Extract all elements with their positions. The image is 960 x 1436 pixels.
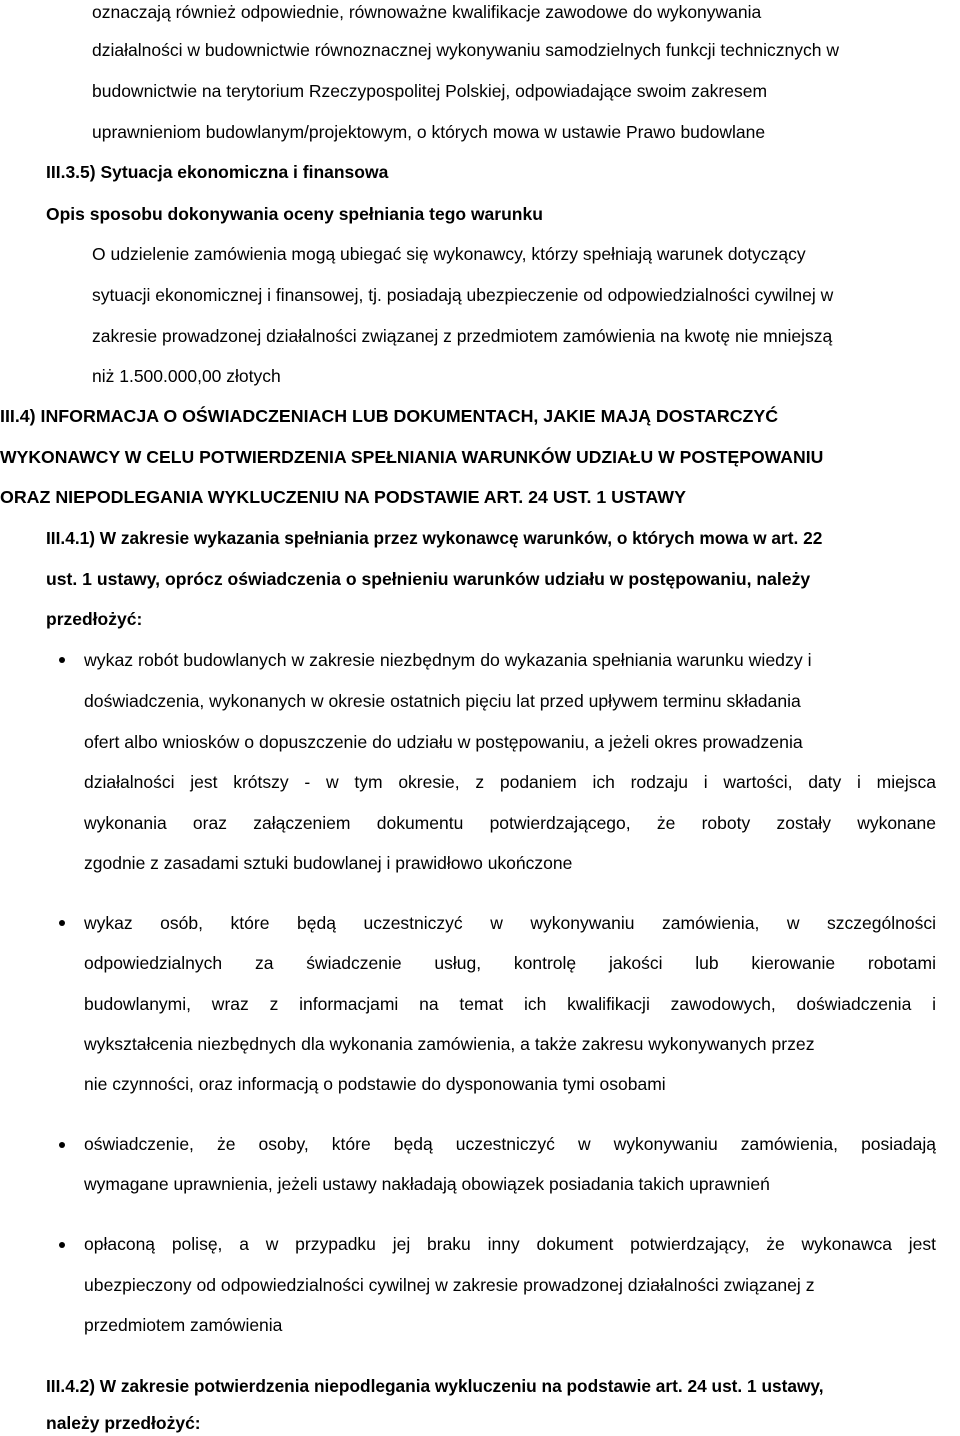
list-item-line: przedmiotem zamówienia [84, 1315, 283, 1335]
bullet-icon [59, 1142, 65, 1148]
intro-line: działalności w budownictwie równoznacznej wykonywaniu samodzielnych funkcji technicznych w [92, 40, 840, 60]
section-heading: III.4) INFORMACJA O OŚWIADCZENIACH LUB DOKUMENTACH, JAKIE MAJĄ DOSTARCZYĆ [0, 406, 779, 426]
list-item-line: ofert albo wniosków o dopuszczenie do udziału w postępowaniu, a jeżeli okres prowadzenia [84, 732, 803, 752]
section-heading: WYKONAWCY W CELU POTWIERDZENIA SPEŁNIANIA WARUNKÓW UDZIAŁU W POSTĘPOWANIU [0, 447, 824, 467]
bullet-icon [59, 1242, 65, 1248]
list-item-line: oświadczenie, że osoby, które będą uczestniczyć w wykonywaniu zamówienia, posiadają [84, 1134, 936, 1154]
list-item-line: doświadczenia, wykonanych w okresie ostatnich pięciu lat przed upływem terminu składania [84, 691, 801, 711]
intro-line: uprawnieniom budowlanym/projektowym, o których mowa w ustawie Prawo budowlane [92, 122, 766, 142]
section-heading: III.4.2) W zakresie potwierdzenia niepodlegania wykluczeniu na podstawie art. 24 ust. 1 ustawy, [46, 1376, 824, 1396]
section-heading: należy przedłożyć: [46, 1413, 201, 1433]
list-item-line: budowlanymi, wraz z informacjami na temat ich kwalifikacji zawodowych, doświadczenia i [84, 994, 936, 1014]
list-item-line: odpowiedzialnych za świadczenie usług, kontrolę jakości lub kierowanie robotami [84, 953, 936, 973]
bullet-icon [59, 657, 65, 663]
section-line: sytuacji ekonomicznej i finansowej, tj. posiadają ubezpieczenie od odpowiedzialności cywilnej w [92, 285, 834, 305]
section-heading: ust. 1 ustawy, oprócz oświadczenia o spełnieniu warunków udziału w postępowaniu, należy [46, 569, 811, 589]
list-item-line: opłaconą polisę, a w przypadku jej braku inny dokument potwierdzający, że wykonawca jest [84, 1234, 936, 1254]
list-item-line: zgodnie z zasadami sztuki budowlanej i prawidłowo ukończone [84, 853, 573, 873]
list-item-line: wykształcenia niezbędnych dla wykonania zamówienia, a także zakresu wykonywanych przez [84, 1034, 815, 1054]
list-item-line: wymagane uprawnienia, jeżeli ustawy nakładają obowiązek posiadania takich uprawnień [84, 1174, 770, 1194]
intro-line: budownictwie na terytorium Rzeczypospolitej Polskiej, odpowiadające swoim zakresem [92, 81, 768, 101]
intro-line: oznaczają również odpowiednie, równoważne kwalifikacje zawodowe do wykonywania [92, 2, 762, 22]
section-heading: przedłożyć: [46, 609, 143, 629]
list-item-line: działalności jest krótszy - w tym okresie, z podaniem ich rodzaju i wartości, daty i miejsca [84, 772, 936, 792]
section-line: zakresie prowadzonej działalności związanej z przedmiotem zamówienia na kwotę nie mniejszą [92, 326, 833, 346]
list-item-line: wykonania oraz załączeniem dokumentu potwierdzającego, że roboty zostały wykonane [84, 813, 936, 833]
section-line: O udzielenie zamówienia mogą ubiegać się wykonawcy, którzy spełniają warunek dotyczący [92, 244, 806, 264]
list-item-line: ubezpieczony od odpowiedzialności cywilnej w zakresie prowadzonej działalności związanej z [84, 1275, 815, 1295]
list-item-line: nie czynności, oraz informacją o podstawie do dysponowania tymi osobami [84, 1074, 666, 1094]
section-line: niż 1.500.000,00 złotych [92, 366, 281, 386]
section-heading: III.4.1) W zakresie wykazania spełniania przez wykonawcę warunków, o których mowa w art. 22 [46, 528, 823, 548]
section-subheading: Opis sposobu dokonywania oceny spełniania tego warunku [46, 204, 543, 224]
bullet-icon [59, 920, 65, 926]
list-item-line: wykaz robót budowlanych w zakresie niezbędnym do wykazania spełniania warunku wiedzy i [84, 650, 812, 670]
list-item-line: wykaz osób, które będą uczestniczyć w wykonywaniu zamówienia, w szczególności [84, 913, 936, 933]
section-heading: ORAZ NIEPODLEGANIA WYKLUCZENIU NA PODSTAWIE ART. 24 UST. 1 USTAWY [0, 487, 686, 507]
section-heading: III.3.5) Sytuacja ekonomiczna i finansowa [46, 162, 389, 182]
